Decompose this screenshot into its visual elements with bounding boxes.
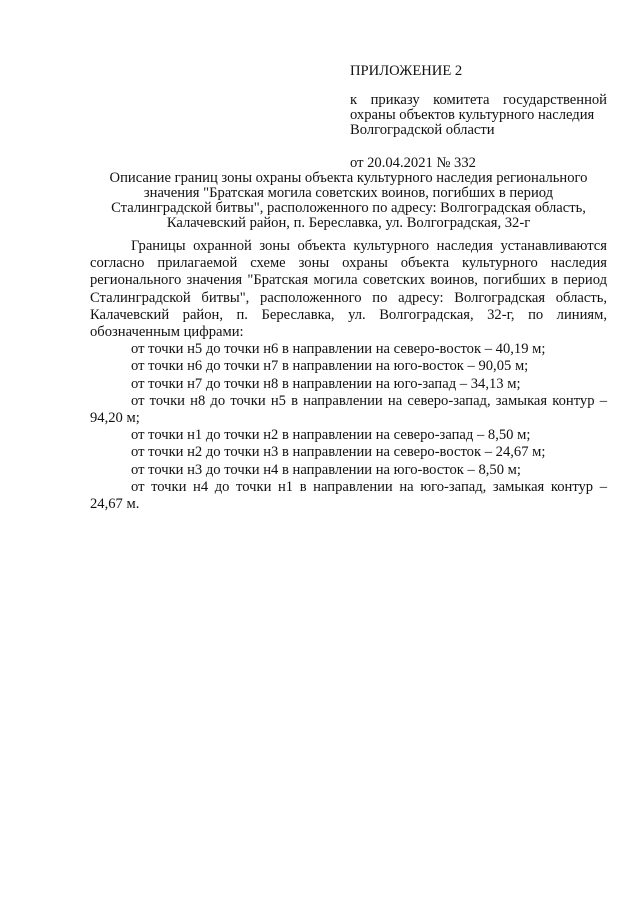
appendix-block (350, 62, 607, 172)
order-line-2: охраны объектов культурного наследия (350, 107, 595, 123)
appendix-order-reference (350, 93, 607, 138)
appendix-title: ПРИЛОЖЕНИЕ 2 (350, 63, 463, 79)
boundary-line-item: от точки н4 до точки н1 в направлении на юго-запад, замыкая контур – 24,67 м. (90, 478, 607, 513)
boundary-line-item: от точки н1 до точки н2 в направлении на северо-запад – 8,50 м; (131, 427, 531, 444)
heading-line-4: Калачевский район, п. Береславка, ул. Волгоградская, 32-г (166, 215, 531, 231)
order-line-1: к приказу комитета государственной (350, 92, 607, 108)
boundary-line-item: от точки н3 до точки н4 в направлении на юго-восток – 8,50 м; (131, 461, 521, 478)
order-line-3: Волгоградской области (350, 122, 495, 138)
heading-line-2: значения "Братская могила советских воинов, погибших в период (143, 185, 554, 201)
boundary-line-item: от точки н8 до точки н5 в направлении на северо-запад, замыкая контур – 94,20 м; (90, 392, 607, 427)
boundary-line-item: от точки н7 до точки н8 в направлении на юго-запад – 34,13 м; (131, 375, 521, 392)
boundary-line-item: от точки н5 до точки н6 в направлении на северо-восток – 40,19 м; (131, 341, 546, 358)
heading-line-1: Описание границ зоны охраны объекта культурного наследия регионального (109, 170, 588, 186)
intro-paragraph: Границы охранной зоны объекта культурного наследия устанавливаются согласно прилагаемой схеме зоны охраны объекта культурного наследия регионального значения "Братская могила советских воинов, погибших в период Сталинградской битвы", расположенного по адресу: Волгоградская область, Калачевский район, п. Береславка, ул. Волгоградская, 32-г, по линиям, обозначенным цифрами: (90, 238, 607, 341)
appendix-date-number: от 20.04.2021 № 332 (350, 155, 476, 171)
document-body (90, 238, 607, 513)
heading-line-3: Сталинградской битвы", расположенного по адресу: Волгоградская область, (111, 200, 586, 216)
boundary-line-item: от точки н2 до точки н3 в направлении на северо-восток – 24,67 м; (131, 444, 546, 461)
document-heading (90, 171, 607, 231)
boundary-line-item: от точки н6 до точки н7 в направлении на юго-восток – 90,05 м; (131, 358, 529, 375)
